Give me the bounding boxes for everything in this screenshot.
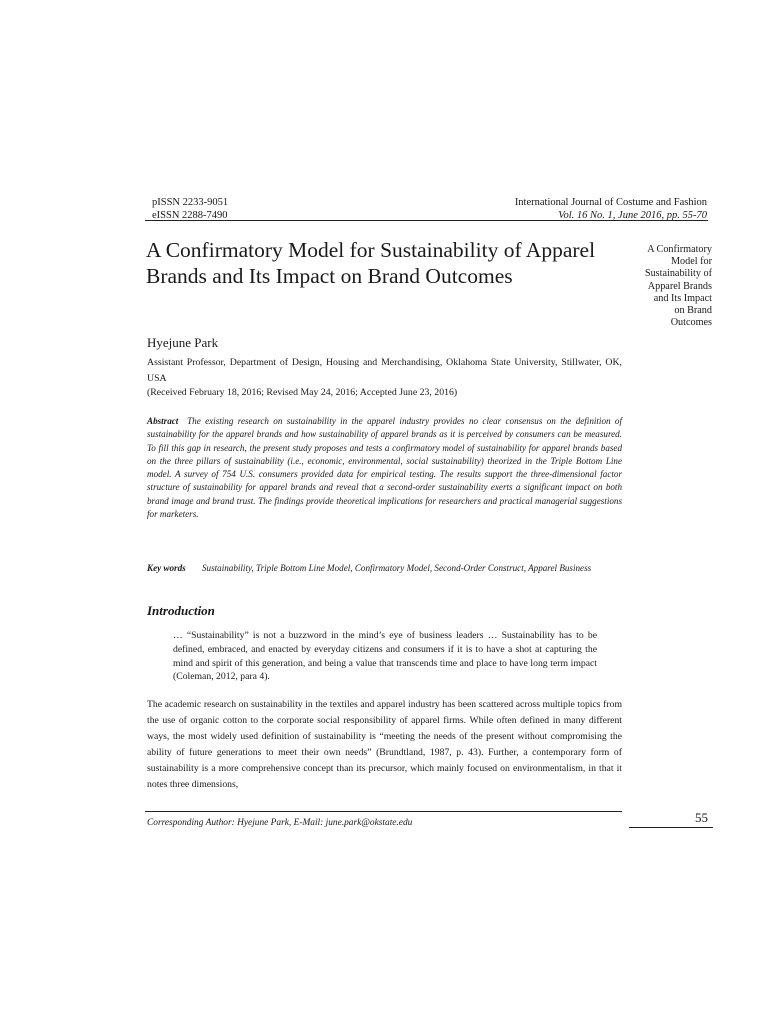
abstract-text: The existing research on sustainability in the apparel industry provides no clear consensus on the definition of sustainability for the apparel brands and how sustainability of apparel brands as it is perceived by consumers can be measured. To fill this gap in research, the present study proposes and tests a confirmatory model of sustainability for apparel brands based on the three pillars of sustainability (i.e., economic, environmental, social sustainability) theorized in the Triple Bottom Line model. A survey of 754 U.S. consumers provided data for empirical testing. The results support the three-dimensional factor structure of sustainability for apparel brands and reveal that a second-order sustainability exerts a significant impact on both brand image and brand trust. The findings provide theoretical implications for researchers and practical managerial suggestions for marketers. (147, 416, 623, 520)
section-heading-introduction: Introduction (147, 603, 215, 618)
article-title: A Confirmatory Model for Sustainability of Apparel Brands and Its Impact on Brand Outcomes (146, 238, 596, 288)
author-name: Hyejune Park (147, 335, 219, 350)
journal-name: International Journal of Costume and Fashion (514, 197, 707, 208)
author-affiliation: Assistant Professor, Department of Design, Housing and Merchandising, Oklahoma State University, Stillwater, OK, USA (147, 357, 622, 384)
abstract (147, 415, 622, 521)
side-title-line: Sustainability of (644, 268, 712, 280)
journal-volume: Vol. 16 No. 1, June 2016, pp. 55-70 (558, 210, 707, 221)
footer-divider (145, 811, 622, 812)
keywords-label: Key words (147, 563, 186, 573)
body-paragraph: The academic research on sustainability in the textiles and apparel industry has been scattered across multiple topics from the use of organic cotton to the corporate social responsibility of apparel firms. While often defined in many different ways, the most widely used definition of sustainability is “meeting the needs of the present without compromising the ability of future generations to meet their own needs” (Brundtland, 1987, p. 43). Further, a contemporary form of sustainability is a more comprehensive concept than its precursor, which mainly focused on environmentalism, in that it notes three dimensions, (147, 699, 622, 790)
issn-block (152, 196, 228, 222)
keywords (147, 562, 622, 575)
side-title-line: Apparel Brands (647, 280, 712, 292)
epigraph-quote: … “Sustainability” is not a buzzword in the mind’s eye of business leaders … Sustainability has to be defined, embraced, and enacted by everyday citizens and consumers if it is to have a shot at capturing the mind and spirit of this generation, and being a value that transcends time and place to have long term impact (Coleman, 2012, para 4). (173, 630, 597, 683)
journal-block (515, 196, 707, 222)
side-title-line: Outcomes (670, 317, 712, 329)
page-number-rule (629, 827, 713, 828)
pissn: pISSN 2233-9051 (152, 197, 229, 208)
side-title-line: A Confirmatory (647, 244, 712, 255)
received-dates: (Received February 18, 2016; Revised May 24, 2016; Accepted June 23, 2016) (147, 387, 458, 398)
header-divider (145, 220, 708, 221)
corresponding-author: Corresponding Author: Hyejune Park, E-Mail: june.park@okstate.edu (147, 818, 413, 828)
side-title-line: and Its Impact (653, 292, 712, 304)
keywords-text: Sustainability, Triple Bottom Line Model, Confirmatory Model, Second-Order Construct, Apparel Business (202, 563, 592, 573)
abstract-label: Abstract (147, 416, 179, 426)
side-title-line: Model for (670, 256, 712, 268)
side-title-line: on Brand (674, 305, 712, 317)
page-number: 55 (695, 810, 708, 825)
side-title (602, 244, 712, 329)
eissn: eISSN 2288-7490 (152, 210, 228, 221)
